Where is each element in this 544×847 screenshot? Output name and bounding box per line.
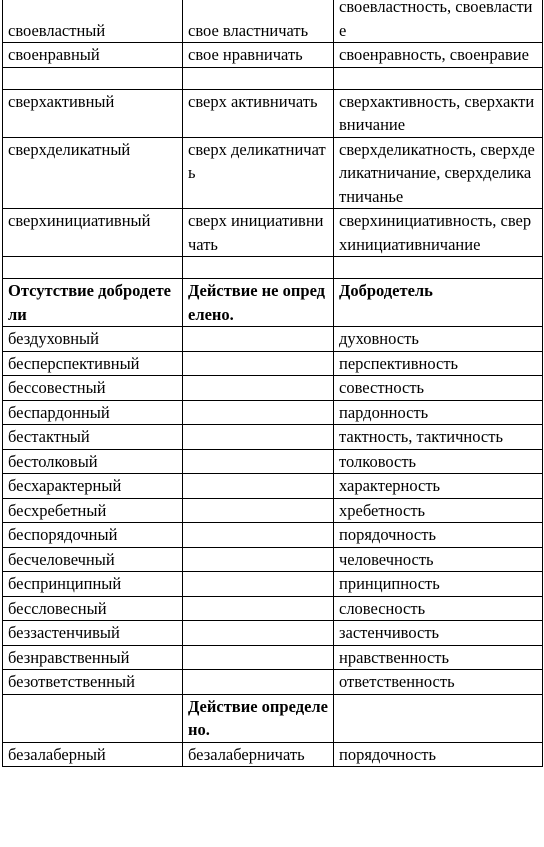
virtue-cell: порядочность (334, 523, 543, 548)
table-row (3, 621, 543, 646)
table-row (3, 742, 543, 767)
action-cell (183, 67, 334, 89)
action-cell (183, 376, 334, 401)
deficiency-cell: сверхинициативный (3, 209, 183, 257)
table-row (3, 498, 543, 523)
deficiency-cell: бестактный (3, 425, 183, 450)
deficiency-cell: бесхребетный (3, 498, 183, 523)
table-row (3, 523, 543, 548)
action-cell (183, 351, 334, 376)
action-cell (183, 547, 334, 572)
virtue-cell: человечность (334, 547, 543, 572)
virtue-cell: хребетность (334, 498, 543, 523)
action-cell: свое нравничать (183, 43, 334, 68)
deficiency-cell: своевластный (3, 0, 183, 43)
deficiency-cell: бесхарактерный (3, 474, 183, 499)
deficiency-cell: беспорядочный (3, 523, 183, 548)
deficiency-cell (3, 257, 183, 279)
action-cell (183, 523, 334, 548)
virtue-cell (334, 67, 543, 89)
action-cell: сверх деликатничать (183, 137, 334, 209)
deficiency-cell: Отсутствие добродетели (3, 279, 183, 327)
action-cell (183, 400, 334, 425)
deficiency-cell: беспардонный (3, 400, 183, 425)
table-row (3, 572, 543, 597)
virtue-cell: тактность, тактичность (334, 425, 543, 450)
word-table (2, 0, 543, 767)
table-row (3, 376, 543, 401)
deficiency-cell: безнравственный (3, 645, 183, 670)
deficiency-cell: бесчеловечный (3, 547, 183, 572)
table-row (3, 645, 543, 670)
deficiency-cell: бестолковый (3, 449, 183, 474)
table-row (3, 449, 543, 474)
empty-row (3, 67, 543, 89)
deficiency-cell: своенравный (3, 43, 183, 68)
deficiency-cell: бесперспективный (3, 351, 183, 376)
table-row (3, 596, 543, 621)
virtue-cell: духовность (334, 327, 543, 352)
action-cell: свое властничать (183, 0, 334, 43)
deficiency-cell: бессовестный (3, 376, 183, 401)
virtue-cell: ответственность (334, 670, 543, 695)
action-cell (183, 425, 334, 450)
virtue-cell: своевластность, своевластие (334, 0, 543, 43)
action-cell: сверх инициативничать (183, 209, 334, 257)
deficiency-cell: бездуховный (3, 327, 183, 352)
table-row (3, 351, 543, 376)
virtue-cell: нравственность (334, 645, 543, 670)
virtue-cell: своенравность, своенравие (334, 43, 543, 68)
action-cell (183, 670, 334, 695)
deficiency-cell: безответственный (3, 670, 183, 695)
action-cell (183, 474, 334, 499)
table-row (3, 89, 543, 137)
deficiency-cell (3, 67, 183, 89)
table-row (3, 400, 543, 425)
action-cell (183, 572, 334, 597)
deficiency-cell: беспринципный (3, 572, 183, 597)
virtue-cell: характерность (334, 474, 543, 499)
deficiency-cell: бессловесный (3, 596, 183, 621)
table-row (3, 327, 543, 352)
action-cell: сверх активничать (183, 89, 334, 137)
deficiency-cell (3, 694, 183, 742)
action-cell (183, 449, 334, 474)
virtue-cell: сверхактивность, сверхактивничание (334, 89, 543, 137)
table-row (3, 670, 543, 695)
virtue-cell: Добродетель (334, 279, 543, 327)
empty-row (3, 257, 543, 279)
table-row (3, 209, 543, 257)
action-cell: Действие не определено. (183, 279, 334, 327)
action-cell (183, 498, 334, 523)
virtue-cell: пардонность (334, 400, 543, 425)
action-cell (183, 645, 334, 670)
action-cell: безалаберничать (183, 742, 334, 767)
table-row (3, 425, 543, 450)
table-row (3, 474, 543, 499)
deficiency-cell: сверхделикатный (3, 137, 183, 209)
virtue-cell: порядочность (334, 742, 543, 767)
section-header-row (3, 694, 543, 742)
table-row (3, 43, 543, 68)
virtue-cell: сверхделикатность, сверхделикатничание, сверхделикатничанье (334, 137, 543, 209)
action-cell: Действие определено. (183, 694, 334, 742)
deficiency-cell: беззастенчивый (3, 621, 183, 646)
action-cell (183, 596, 334, 621)
virtue-cell: словесность (334, 596, 543, 621)
table-row (3, 547, 543, 572)
deficiency-cell: безалаберный (3, 742, 183, 767)
virtue-cell (334, 257, 543, 279)
deficiency-cell: сверхактивный (3, 89, 183, 137)
virtue-cell (334, 694, 543, 742)
virtue-cell: сверхинициативность, сверхинициативничание (334, 209, 543, 257)
virtue-cell: принципность (334, 572, 543, 597)
virtue-cell: толковость (334, 449, 543, 474)
section-header-row (3, 279, 543, 327)
table-row (3, 0, 543, 43)
action-cell (183, 257, 334, 279)
action-cell (183, 327, 334, 352)
word-table-body (3, 0, 543, 767)
virtue-cell: застенчивость (334, 621, 543, 646)
action-cell (183, 621, 334, 646)
virtue-cell: совестность (334, 376, 543, 401)
table-row (3, 137, 543, 209)
virtue-cell: перспективность (334, 351, 543, 376)
